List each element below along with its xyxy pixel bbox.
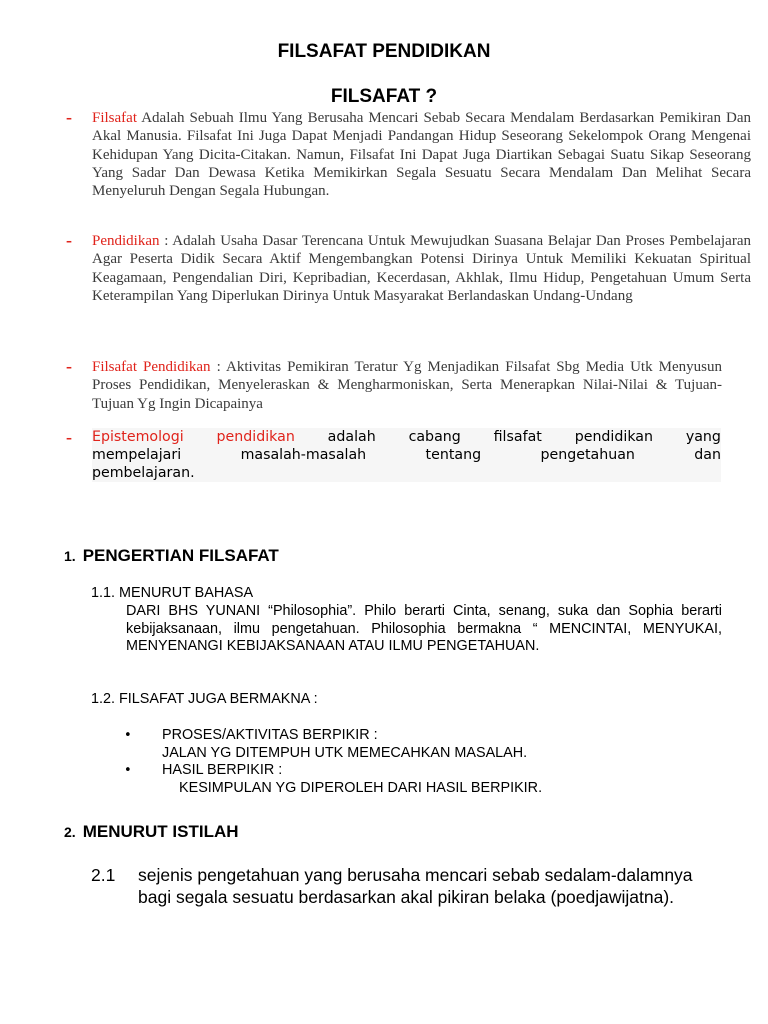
word: yang <box>685 429 721 445</box>
section-title: PENGERTIAN FILSAFAT <box>82 546 279 565</box>
subsection-heading-1-1: 1.1. MENURUT BAHASA <box>91 585 254 601</box>
term-label: Filsafat Pendidikan <box>92 359 211 375</box>
list-dash: - <box>66 107 72 127</box>
bullet-detail: JALAN YG DITEMPUH UTK MEMECAHKAN MASALAH. <box>162 745 528 761</box>
bullet-icon: • <box>124 728 132 743</box>
section-heading-2 <box>64 822 239 842</box>
word: adalah <box>327 429 376 445</box>
word: pembelajaran. <box>92 465 195 481</box>
section-heading-1 <box>64 546 279 566</box>
section-number: 1. <box>64 548 76 564</box>
subsection-text-1-1: DARI BHS YUNANI “Philosophia”. Philo berarti Cinta, senang, suka dan Sophia berarti kebijaksanaan, ilmu pengetahuan. Philosophia bermakna “ MENCINTAI, MENYUKAI, MENYENANGI KEBIJAKSANAAN ATAU ILMU PENGETAHUAN. <box>126 603 722 655</box>
word: tentang <box>425 447 482 463</box>
bullet-icon: • <box>124 763 132 778</box>
word: masalah-masalah <box>240 447 367 463</box>
term-word: pendidikan <box>216 429 295 445</box>
term-label: Pendidikan <box>92 233 160 249</box>
word: filsafat <box>493 429 542 445</box>
bullet-label: PROSES/AKTIVITAS BERPIKIR : <box>162 727 378 743</box>
word: dan <box>694 447 721 463</box>
definition-epistemologi <box>92 428 721 482</box>
definition-filsafat <box>92 109 751 200</box>
item-text-2-1: sejenis pengetahuan yang berusaha mencari sebab sedalam-dalamnya bagi segala sesuatu berdasarkan akal pikiran belaka (poedjawijatna). <box>138 865 693 907</box>
definition-text: Adalah Sebuah Ilmu Yang Berusaha Mencari Sebab Secara Mendalam Berdasarkan Pemikiran Dan Akal Manusia. Filsafat Ini Juga Dapat Menjadi Pandangan Hidup Seseorang Sekelompok Orang Mengenai Kehidupan Yang Dicita-Citakan. Namun, Filsafat Ini Dapat Juga Diartikan Sebagai Suatu Sikap Seseorang Yang Sadar Dan Dewasa Ketika Memikirkan Segala Sesuatu Secara Mendalam Dan Melihat Secara Menyeluruh Dengan Segala Hubungan. <box>92 110 751 200</box>
list-dash: - <box>66 230 72 250</box>
definition-text: : Adalah Usaha Dasar Terencana Untuk Mewujudkan Suasana Belajar Dan Proses Pembelajaran Agar Peserta Didik Secara Aktif Mengembangkan Potensi Dirinya Untuk Memiliki Kekuatan Spiritual Keagamaan, Pengendalian Diri, Kepribadian, Kecerdasan, Akhlak, Ilmu Hidup, Pengetahuan Umum Serta Keterampilan Yang Diperlukan Dirinya Untuk Masyarakat Berlandaskan Undang-Undang <box>92 233 751 304</box>
term-label: Filsafat <box>92 110 137 126</box>
list-dash: - <box>66 356 72 376</box>
word: cabang <box>408 429 461 445</box>
word: pengetahuan <box>540 447 635 463</box>
definition-filsafat-pendidikan <box>92 358 722 413</box>
term-label: Epistemologi <box>92 429 184 445</box>
section-title: MENURUT ISTILAH <box>82 822 239 841</box>
list-dash: - <box>66 427 72 447</box>
word: mempelajari <box>92 447 182 463</box>
subsection-heading-1-2: 1.2. FILSAFAT JUGA BERMAKNA : <box>91 691 318 707</box>
bullet-label: HASIL BERPIKIR : <box>162 762 283 778</box>
word: pendidikan <box>574 429 653 445</box>
section-number: 2. <box>64 824 76 840</box>
definition-text: : Aktivitas Pemikiran Teratur Yg Menjadikan Filsafat Sbg Media Utk Menyusun Proses Pendidikan, Menyeleraskan & Mengharmoniskan, Serta Menerapkan Nilai-Nilai & Tujuan-Tujuan Yg Ingin Dicapainya <box>92 359 722 412</box>
bullet-detail: KESIMPULAN YG DIPEROLEH DARI HASIL BERPIKIR. <box>179 780 543 796</box>
page-subtitle: FILSAFAT ? <box>330 86 438 107</box>
item-number-2-1: 2.1 <box>91 865 116 885</box>
definition-pendidikan <box>92 232 751 305</box>
page-title: FILSAFAT PENDIDIKAN <box>277 41 491 62</box>
